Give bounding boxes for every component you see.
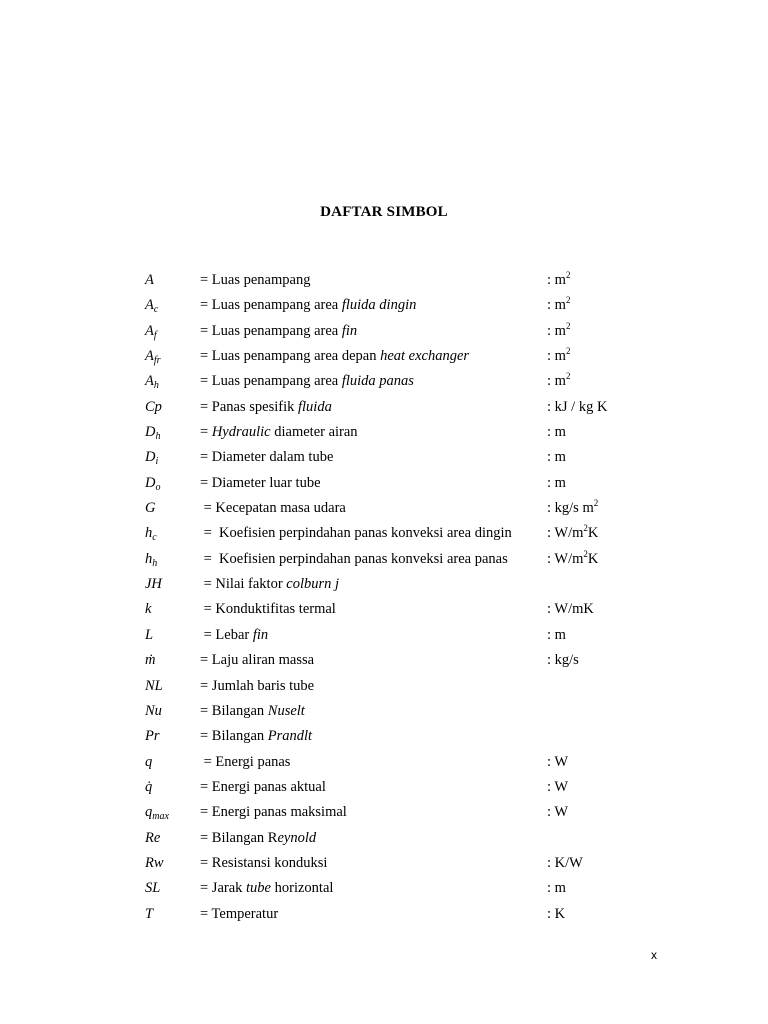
unit-text: : K/W	[547, 854, 583, 871]
symbol-description	[200, 293, 416, 318]
page-title: DAFTAR SIMBOL	[320, 204, 448, 220]
symbol-subscript: o	[155, 481, 161, 493]
symbol-unit	[547, 319, 570, 344]
description-text: = Nilai faktor	[200, 576, 287, 593]
symbol-base: q̇	[145, 778, 153, 795]
symbol-description	[200, 268, 310, 293]
symbol-unit	[547, 445, 566, 470]
symbol-unit	[547, 648, 579, 673]
unit-superscript: 2	[565, 295, 571, 306]
description-italic: eynold	[277, 829, 317, 846]
symbol-base: Nu	[145, 702, 162, 719]
description-text: = Kecepatan masa udara	[200, 500, 346, 517]
unit-text: : W	[547, 753, 569, 770]
symbol-base: G	[145, 500, 156, 517]
symbol	[145, 597, 151, 622]
symbol-subscript: i	[155, 456, 159, 468]
symbol-description	[200, 420, 358, 445]
symbol-unit	[547, 851, 583, 876]
unit-text: : m	[547, 424, 566, 441]
symbol-base: ṁ	[145, 652, 156, 669]
symbol	[145, 471, 160, 496]
symbol-subscript: max	[152, 811, 169, 823]
unit-text: : W	[547, 778, 569, 795]
description-text-after: horizontal	[271, 880, 334, 897]
symbol-subscript: h	[152, 557, 158, 569]
unit-superscript: 2	[565, 270, 571, 280]
unit-text: : m	[547, 272, 566, 288]
symbol-row	[0, 319, 768, 344]
symbol-description	[200, 445, 333, 470]
symbol-base: L	[145, 626, 154, 643]
description-text: = Bilangan	[200, 702, 268, 719]
symbol-row	[0, 445, 768, 470]
symbol-description	[200, 547, 508, 572]
symbol-row	[0, 597, 768, 622]
unit-text: : W/m	[547, 525, 584, 542]
symbol	[145, 369, 159, 394]
symbol-row	[0, 851, 768, 876]
description-text: = Konduktifitas termal	[200, 601, 336, 618]
symbol-unit	[547, 293, 570, 318]
symbol-row	[0, 750, 768, 775]
description-italic: tube	[246, 880, 271, 897]
description-italic: colburn j	[286, 576, 340, 593]
symbol	[145, 445, 158, 470]
description-text-after: diameter airan	[270, 424, 358, 441]
description-text: = Laju aliran massa	[200, 652, 315, 669]
symbol-list	[0, 268, 768, 927]
description-italic: heat exchanger	[380, 348, 470, 365]
symbol-description	[200, 572, 339, 597]
symbol-unit	[547, 623, 566, 648]
symbol-base: A	[145, 373, 154, 390]
unit-text: : kJ / kg K	[547, 398, 608, 415]
symbol-description	[200, 496, 346, 521]
symbol-row	[0, 293, 768, 318]
symbol-row	[0, 369, 768, 394]
description-text: = Bilangan	[200, 728, 268, 745]
symbol-unit	[547, 547, 598, 572]
symbol-row	[0, 268, 768, 293]
symbol-base: Cp	[145, 398, 162, 415]
symbol-row	[0, 826, 768, 851]
symbol-base: k	[145, 601, 152, 618]
unit-superscript: 2	[583, 548, 588, 559]
symbol-unit	[547, 395, 607, 420]
symbol	[145, 395, 162, 420]
symbol-base: SL	[145, 880, 161, 897]
symbol-description	[200, 724, 312, 749]
unit-text: : W	[547, 804, 569, 821]
description-italic: Prandlt	[267, 728, 313, 745]
description-italic: fluida dingin	[341, 297, 417, 314]
description-text: = Luas penampang	[200, 272, 311, 288]
description-text: = Resistansi konduksi	[200, 854, 328, 871]
symbol-base: Rw	[145, 854, 164, 871]
description-text: = Energi panas maksimal	[200, 804, 347, 821]
unit-text: : m	[547, 626, 566, 643]
symbol-description	[200, 826, 316, 851]
symbol-subscript: c	[152, 532, 157, 544]
symbol	[145, 724, 160, 749]
unit-text: : W/mK	[547, 601, 594, 618]
symbol-unit	[547, 800, 568, 825]
description-text: = Luas penampang area	[200, 373, 342, 390]
symbol-description	[200, 876, 333, 901]
symbol-unit	[547, 344, 570, 369]
description-text: = Luas penampang area	[200, 322, 342, 339]
symbol	[145, 521, 157, 546]
symbol	[145, 775, 152, 800]
symbol-description	[200, 775, 326, 800]
symbol-row	[0, 496, 768, 521]
description-text: = Diameter luar tube	[200, 474, 321, 491]
symbol	[145, 674, 163, 699]
symbol	[145, 496, 155, 521]
description-text: = Energi panas aktual	[200, 778, 326, 795]
symbol	[145, 293, 158, 318]
symbol-base: A	[145, 297, 154, 314]
unit-text: : kg/s	[547, 652, 579, 669]
symbol-unit	[547, 471, 566, 496]
description-text: = Panas spesifik	[200, 398, 298, 415]
symbol-row	[0, 471, 768, 496]
description-text: = Luas penampang area	[200, 297, 342, 314]
symbol-unit	[547, 775, 568, 800]
symbol-row	[0, 674, 768, 699]
symbol-row	[0, 724, 768, 749]
description-text: = Koefisien perpindahan panas konveksi area panas	[200, 550, 508, 567]
unit-superscript: 2	[583, 523, 588, 534]
symbol-row	[0, 699, 768, 724]
description-text: = Jumlah baris tube	[200, 677, 315, 694]
symbol-unit	[547, 876, 566, 901]
unit-text-after: K	[587, 550, 599, 567]
unit-text: : m	[547, 474, 566, 491]
symbol-base: NL	[145, 677, 163, 694]
symbol-description	[200, 902, 278, 927]
symbol-description	[200, 800, 347, 825]
description-italic: Hydraulic	[211, 424, 271, 441]
unit-text: : m	[547, 322, 566, 339]
page-number: x	[651, 948, 657, 962]
description-text: = Jarak	[200, 880, 247, 897]
symbol	[145, 876, 160, 901]
symbol	[145, 902, 153, 927]
description-text: = Lebar	[200, 626, 253, 643]
symbol	[145, 623, 153, 648]
symbol-row	[0, 547, 768, 572]
symbol-unit	[547, 268, 570, 293]
unit-text-after: K	[587, 525, 599, 542]
symbol-subscript: h	[153, 380, 159, 392]
symbol-description	[200, 699, 305, 724]
symbol-base: D	[145, 474, 156, 491]
symbol-description	[200, 674, 314, 699]
symbol-subscript: c	[153, 304, 159, 316]
unit-text: : m	[547, 880, 566, 897]
description-text: = Luas penampang area depan	[200, 348, 381, 365]
symbol-unit	[547, 496, 598, 521]
symbol-row	[0, 648, 768, 673]
symbol-unit	[547, 521, 598, 546]
symbol-base: A	[145, 322, 154, 339]
symbol	[145, 826, 160, 851]
description-italic: fin	[252, 626, 269, 643]
symbol-row	[0, 344, 768, 369]
symbol	[145, 699, 162, 724]
description-italic: Nuselt	[267, 702, 305, 719]
symbol-description	[200, 750, 290, 775]
symbol-unit	[547, 597, 594, 622]
unit-text: : m	[547, 449, 566, 466]
symbol-base: Re	[145, 829, 161, 846]
symbol-unit	[547, 420, 566, 445]
symbol-description	[200, 395, 332, 420]
symbol-description	[200, 851, 327, 876]
symbol-description	[200, 648, 314, 673]
symbol	[145, 750, 152, 775]
symbol-subscript: h	[155, 431, 161, 443]
unit-superscript: 2	[593, 498, 599, 509]
symbol-base: D	[145, 424, 156, 441]
symbol-row	[0, 876, 768, 901]
symbol-base: T	[145, 905, 154, 922]
symbol-description	[200, 319, 357, 344]
unit-text: : m	[547, 373, 566, 390]
description-italic: fluida	[298, 398, 332, 415]
symbol-subscript: fr	[153, 355, 161, 367]
symbol-base: Pr	[145, 728, 160, 745]
symbol-base: A	[145, 348, 154, 365]
unit-superscript: 2	[565, 320, 571, 331]
symbol-description	[200, 623, 268, 648]
symbol-base: q	[145, 804, 153, 821]
unit-text: : m	[547, 348, 566, 365]
symbol-row	[0, 521, 768, 546]
symbol-base: D	[145, 449, 156, 466]
unit-text: : K	[547, 905, 566, 922]
symbol	[145, 648, 155, 673]
symbol	[145, 572, 162, 597]
symbol-base: JH	[145, 576, 162, 593]
description-italic: fin	[341, 322, 358, 339]
unit-text: : W/m	[547, 550, 584, 567]
symbol-description	[200, 597, 336, 622]
unit-superscript: 2	[565, 346, 571, 357]
symbol-row	[0, 902, 768, 927]
symbol-unit	[547, 369, 570, 394]
unit-text: : kg/s m	[547, 500, 594, 517]
unit-superscript: 2	[565, 371, 571, 382]
symbol	[145, 344, 161, 369]
symbol-subscript: f	[153, 329, 157, 341]
symbol-unit	[547, 750, 568, 775]
description-text: = Diameter dalam tube	[200, 449, 334, 466]
symbol	[145, 420, 160, 445]
symbol-row	[0, 775, 768, 800]
symbol-row	[0, 623, 768, 648]
symbol-description	[200, 369, 414, 394]
description-text: =	[200, 424, 212, 441]
symbol-base: A	[145, 272, 154, 288]
symbol-base: h	[145, 550, 153, 567]
symbol-description	[200, 471, 321, 496]
symbol-row	[0, 420, 768, 445]
symbol	[145, 851, 164, 876]
symbol-base: h	[145, 525, 153, 542]
description-text: = Bilangan R	[200, 829, 278, 846]
description-text: = Energi panas	[200, 753, 291, 770]
description-text: = Koefisien perpindahan panas konveksi area dingin	[200, 525, 512, 542]
symbol-row	[0, 800, 768, 825]
symbol-row	[0, 572, 768, 597]
description-italic: fluida panas	[341, 373, 414, 390]
symbol-row	[0, 395, 768, 420]
symbol-description	[200, 344, 469, 369]
symbol-unit	[547, 902, 565, 927]
symbol	[145, 268, 154, 293]
symbol	[145, 547, 157, 572]
symbol-description	[200, 521, 512, 546]
symbol-base: q	[145, 753, 153, 770]
unit-text: : m	[547, 297, 566, 314]
symbol	[145, 319, 157, 344]
description-text: = Temperatur	[200, 905, 279, 922]
symbol	[145, 800, 169, 825]
